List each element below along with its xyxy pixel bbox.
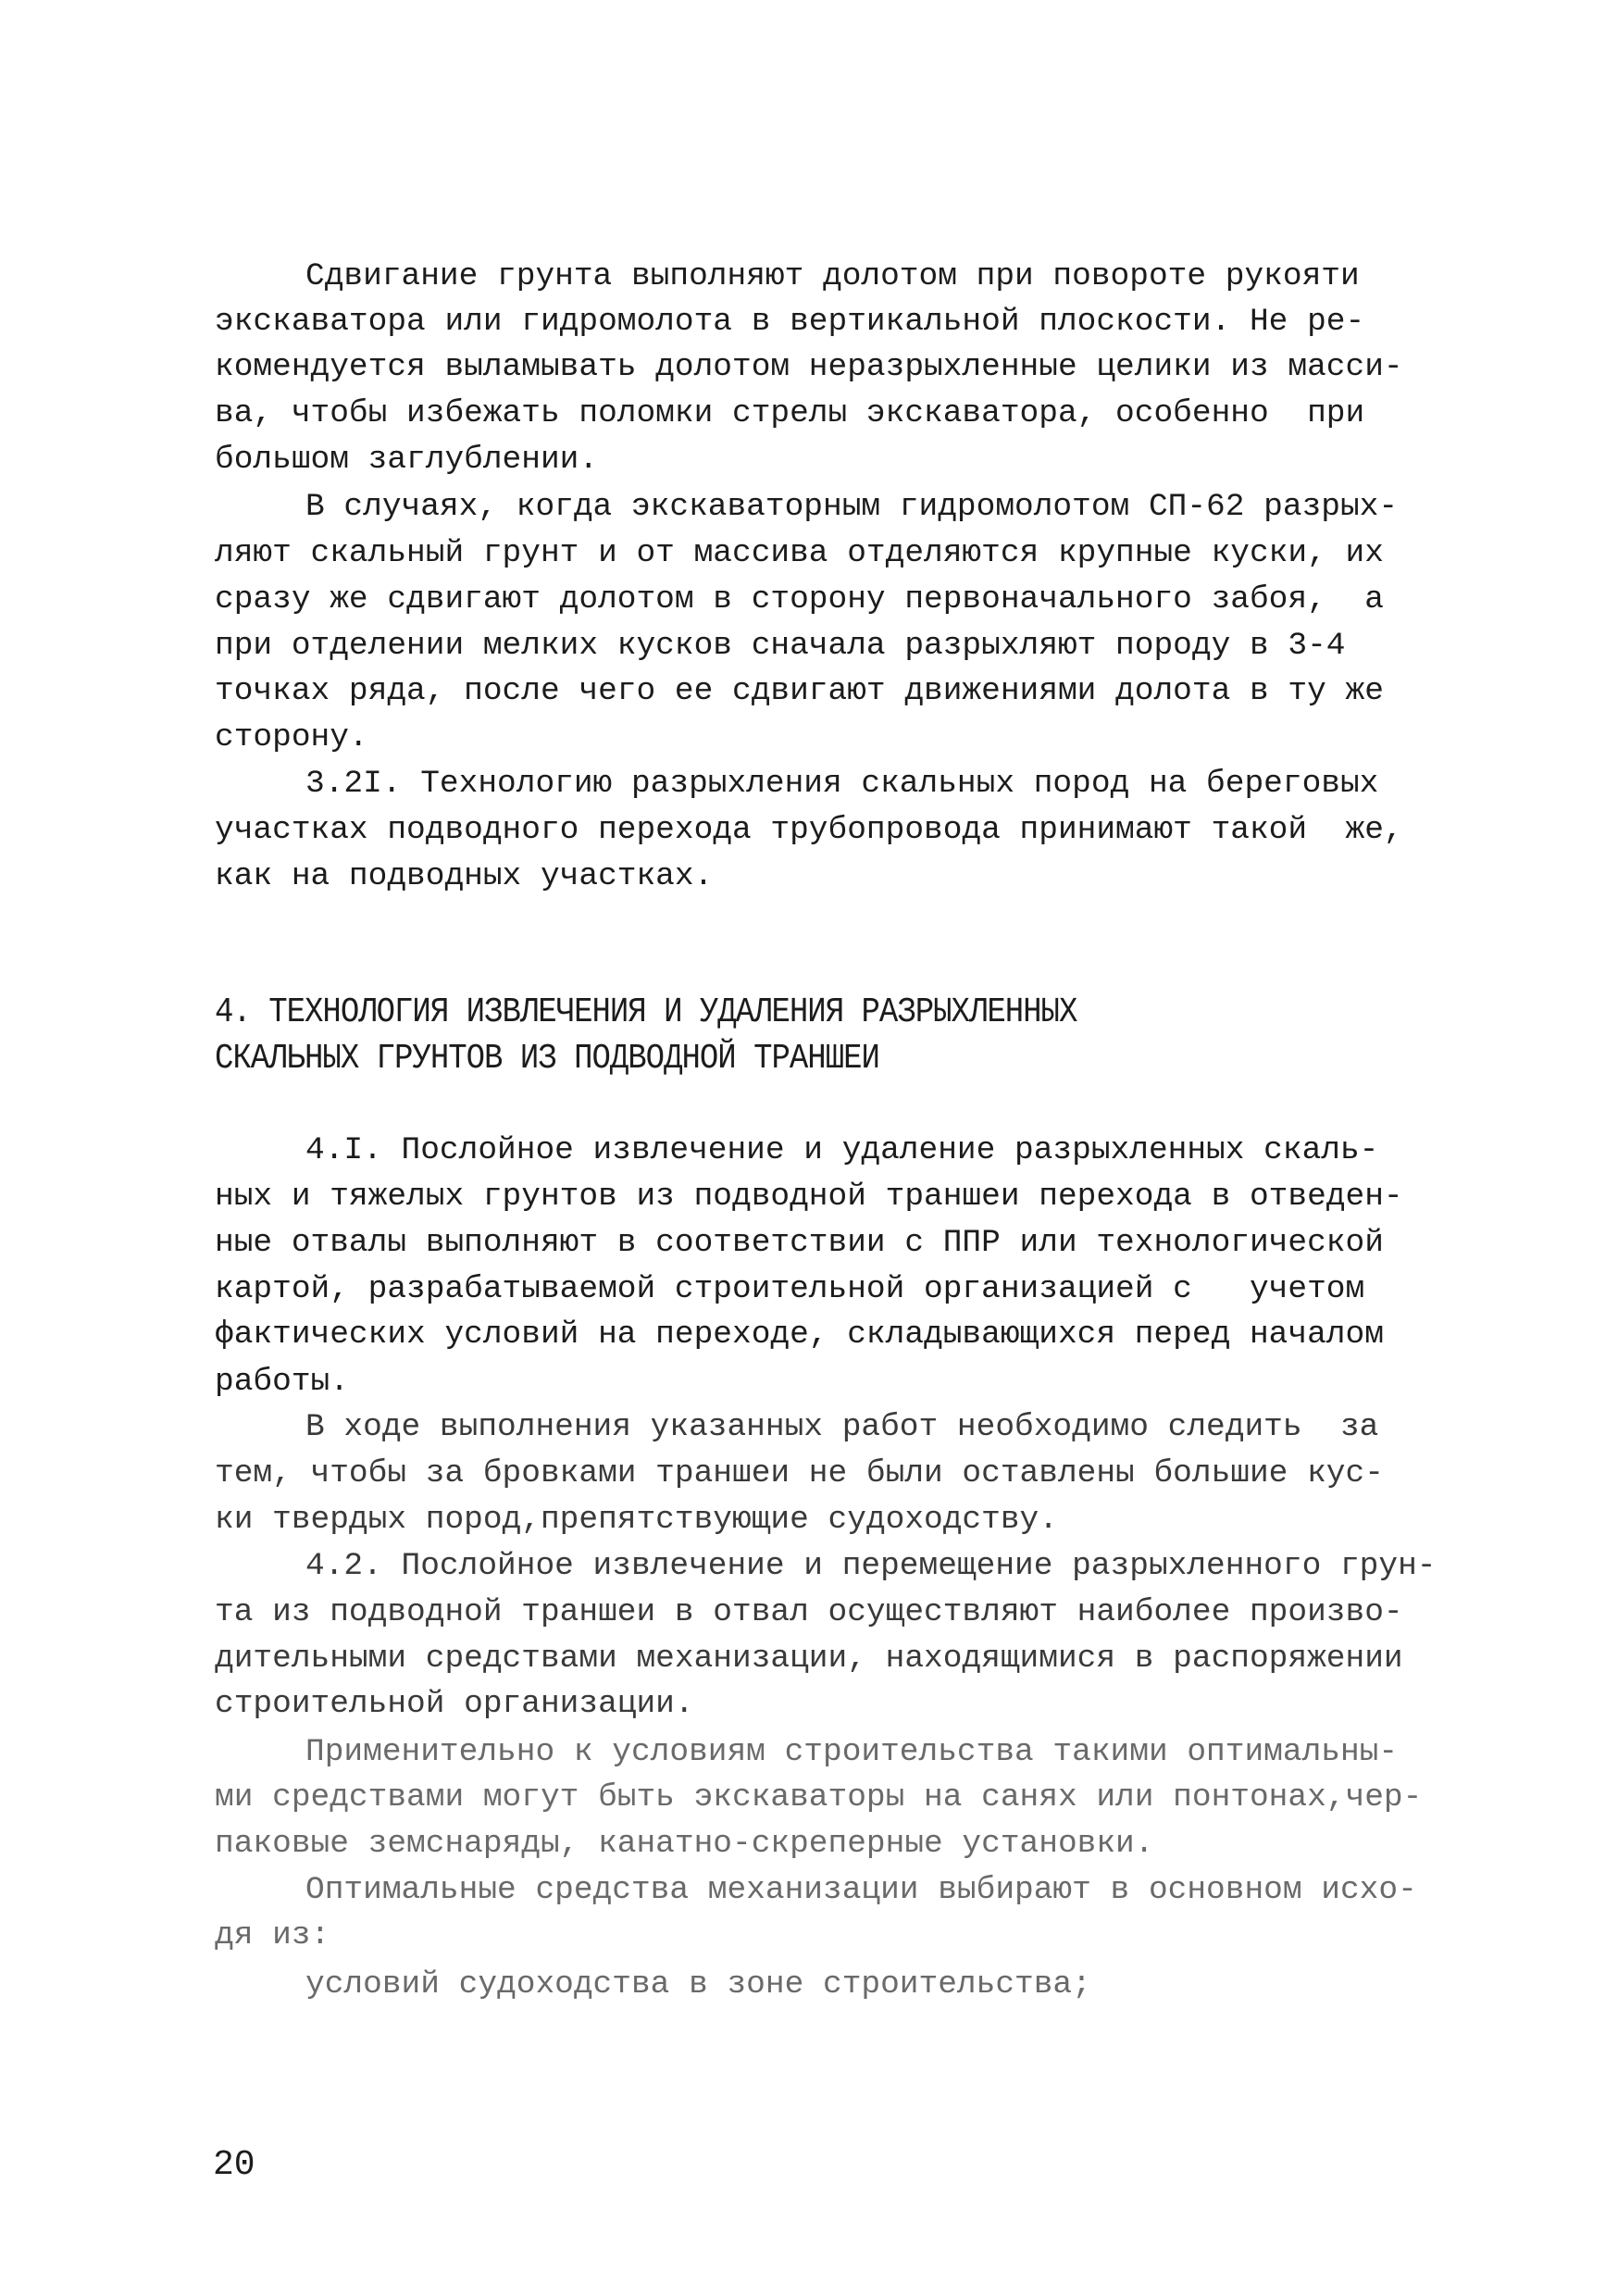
text-line: Сдвигание грунта выполняют долотом при повороте рукояти (305, 258, 1360, 294)
text-line: фактических условий на переходе, складывающихся перед началом (215, 1316, 1384, 1353)
text-line: 4.2. Послойное извлечение и перемещение разрыхленного грун- (305, 1548, 1437, 1584)
text-line: та из подводной траншеи в отвал осуществляют наиболее произво- (215, 1594, 1403, 1630)
text-line: большом заглублении. (215, 442, 599, 478)
text-line: дя из: (215, 1917, 330, 1953)
text-line: участках подводного перехода трубопровода принимают такой же, (215, 812, 1403, 848)
page-number: 20 (213, 2145, 255, 2185)
text-line: сторону. (215, 719, 368, 755)
text-line: дительными средствами механизации, находящимися в распоряжении (215, 1641, 1403, 1677)
text-line: условий судоходства в зоне строительства; (305, 1966, 1091, 2003)
text-line: паковые земснаряды, канатно-скреперные установки. (215, 1826, 1154, 1862)
section-heading: 4. ТЕХНОЛОГИЯ ИЗВЛЕЧЕНИЯ И УДАЛЕНИЯ РАЗРЫХЛЕННЫХ (215, 992, 1077, 1033)
text-line: экскаватора или гидромолота в вертикальной плоскости. Не ре- (215, 304, 1365, 340)
text-line: картой, разрабатываемой строительной организацией с учетом (215, 1271, 1365, 1307)
text-line: ми средствами могут быть экскаваторы на санях или понтонах,чер- (215, 1779, 1423, 1816)
text-line: ляют скальный грунт и от массива отделяются крупные куски, их (215, 535, 1384, 571)
text-line: сразу же сдвигают долотом в сторону первоначального забоя, а (215, 581, 1384, 618)
text-line: как на подводных участках. (215, 858, 714, 894)
text-line: Оптимальные средства механизации выбирают в основном исхо- (305, 1872, 1417, 1908)
text-line: ки твердых пород,препятствующие судоходству. (215, 1502, 1058, 1538)
text-line: ные отвалы выполняют в соответствии с ППР или технологической (215, 1225, 1384, 1261)
text-line: ных и тяжелых грунтов из подводной траншеи перехода в отведен- (215, 1179, 1403, 1215)
text-line: тем, чтобы за бровками траншеи не были оставлены большие кус- (215, 1455, 1384, 1491)
text-line: ва, чтобы избежать поломки стрелы экскаватора, особенно при (215, 395, 1365, 431)
text-line: строительной организации. (215, 1686, 694, 1722)
text-line: точках ряда, после чего ее сдвигают движениями долота в ту же (215, 673, 1384, 709)
text-line: 3.2I. Технологию разрыхления скальных пород на береговых (305, 766, 1379, 802)
text-line: В случаях, когда экскаваторным гидромолотом СП-62 разрых- (305, 489, 1399, 525)
text-line: Применительно к условиям строительства такими оптимальны- (305, 1734, 1399, 1770)
text-line: 4.I. Послойное извлечение и удаление разрыхленных скаль- (305, 1132, 1379, 1168)
text-line: при отделении мелких кусков сначала разрыхляют породу в 3-4 (215, 628, 1346, 664)
section-heading: СКАЛЬНЫХ ГРУНТОВ ИЗ ПОДВОДНОЙ ТРАНШЕИ (215, 1039, 879, 1079)
text-line: работы. (215, 1364, 349, 1400)
text-line: комендуется выламывать долотом неразрыхленные целики из масси- (215, 349, 1403, 385)
text-line: В ходе выполнения указанных работ необходимо следить за (305, 1409, 1379, 1445)
